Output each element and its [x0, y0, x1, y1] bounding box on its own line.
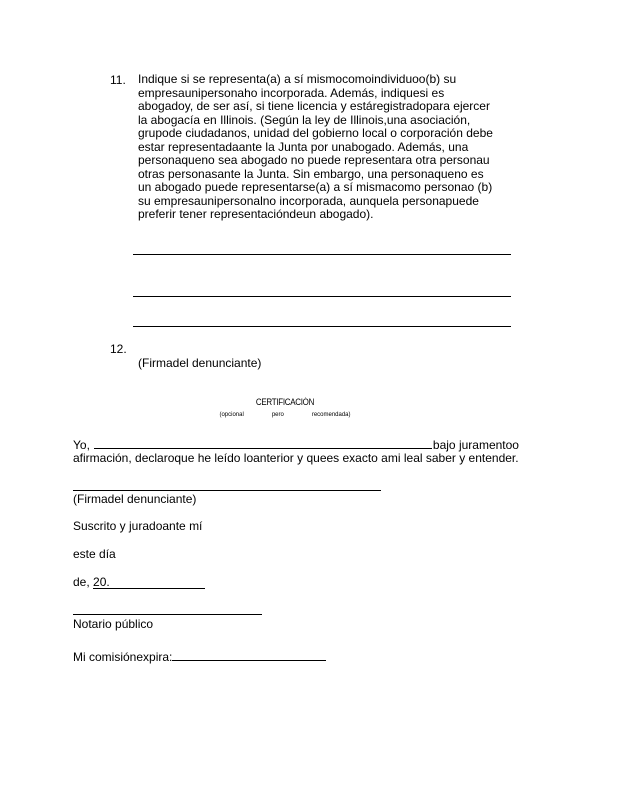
oath-line: [73, 436, 519, 452]
complainant-signature-label-2: (Firmadel denunciante): [73, 492, 197, 506]
complainant-signature-label: (Firmadel denunciante): [138, 356, 262, 370]
oath-affirmation: afirmación, declaroque he leído loanterior y quees exacto ami leal saber y entender.: [73, 451, 519, 465]
name-blank[interactable]: [94, 436, 432, 449]
commission-line: [73, 647, 326, 664]
notary-public-label: Notario público: [73, 617, 154, 631]
sworn-before-me: Suscrito y juradoante mí: [73, 519, 203, 533]
year-blank[interactable]: [93, 575, 205, 589]
date-de: de,: [73, 575, 90, 589]
certification-sub-1: (opcional: [219, 412, 244, 418]
oath-yo: Yo,: [73, 438, 90, 452]
certification-title: CERTIFICACIÓN: [255, 397, 315, 408]
certification-subtitle: [170, 412, 400, 418]
item-11-number: 11.: [110, 73, 126, 87]
this-day: este día: [73, 547, 116, 561]
certification-sub-2: pero: [271, 412, 284, 418]
certification-sub-3: recomendada): [311, 412, 351, 418]
notary-signature-line[interactable]: [73, 614, 262, 615]
answer-line-1: [133, 254, 511, 255]
item-12-number: 12.: [110, 342, 127, 356]
signature-line-2[interactable]: [73, 490, 381, 491]
commission-label: Mi comisiónexpira:: [73, 650, 173, 664]
oath-bajo: bajo juramentoo: [432, 438, 519, 452]
commission-blank[interactable]: [172, 647, 326, 661]
answer-line-2: [133, 296, 511, 297]
answer-line-3: [133, 326, 511, 327]
date-line: [73, 575, 205, 589]
year-prefix: 20.: [93, 575, 110, 589]
item-11-text: Indique si se representa(a) a sí mismocomoindividuoo(b) su empresaunipersonaho incorporada. Además, indiquesi es abogadoy, de ser así, si tiene licencia y estáregistradopara ejercer la abogacía en Illinois. (Según la ley de Illinois,una asociación, grupode ciudadanos, unidad del gobierno local o corporación debe estar representadaante la Junta por unabogado. Además, una personaqueno sea abogado no puede representara otra personau otras personasante la Junta. Sin embargo, una personaqueno es un abogado puede representarse(a) a sí mismacomo personao (b) su empresaunipersonalno incorporada, aunquela personapuede preferir tener representacióndeun abogado).: [138, 72, 493, 221]
